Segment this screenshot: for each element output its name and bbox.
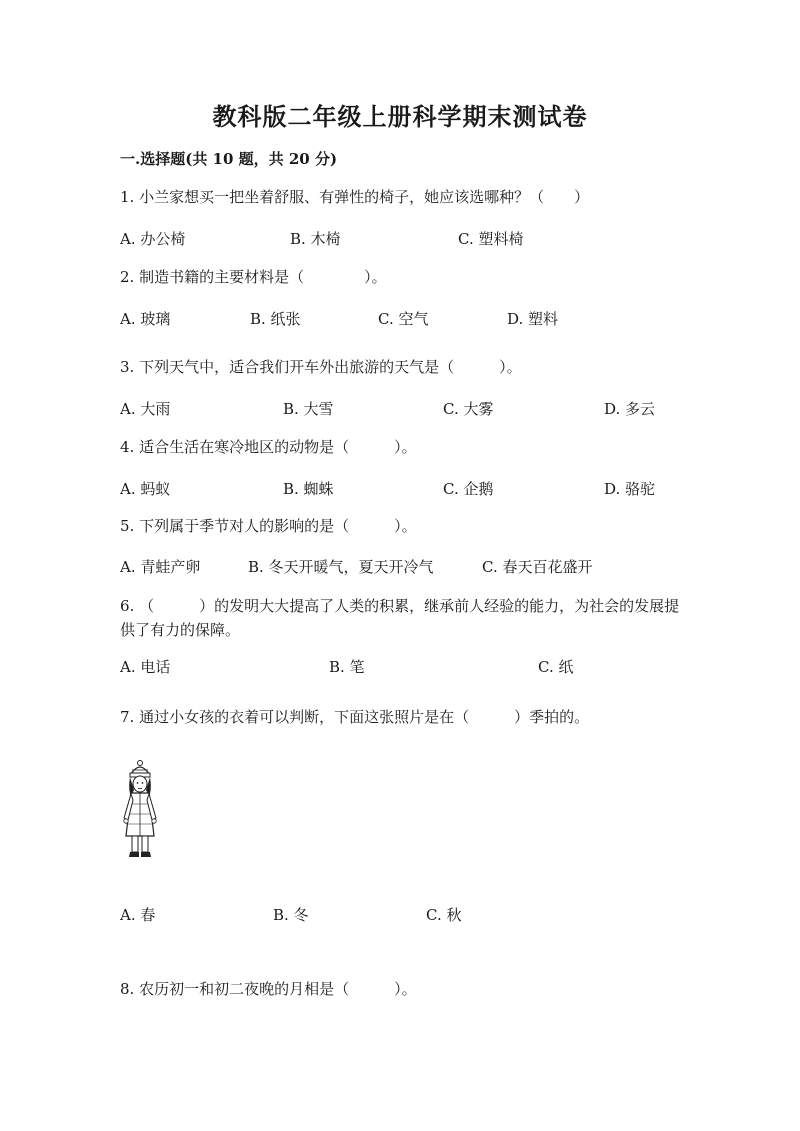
section-heading: 一.选择题(共 10 题，共 20 分) <box>120 150 338 168</box>
question-2-option-b: B. 纸张 <box>250 310 301 328</box>
question-7-option-a: A. 春 <box>120 906 156 924</box>
question-4-option-a: A. 蚂蚁 <box>120 480 171 498</box>
question-5-stem: 5. 下列属于季节对人的影响的是（ ）。 <box>120 517 417 535</box>
question-1-stem: 1. 小兰家想买一把坐着舒服、有弹性的椅子，她应该选哪种？（ ） <box>120 188 590 206</box>
question-3-option-c: C. 大雾 <box>443 400 494 418</box>
question-3-stem: 3. 下列天气中，适合我们开车外出旅游的天气是（ ）。 <box>120 358 522 376</box>
question-7-option-b: B. 冬 <box>273 906 309 924</box>
question-5-option-c: C. 春天百花盛开 <box>482 558 593 576</box>
question-7-stem: 7. 通过小女孩的衣着可以判断，下面这张照片是在（ ）季拍的。 <box>120 708 590 726</box>
question-6-option-c: C. 纸 <box>538 658 574 676</box>
question-1-option-c: C. 塑料椅 <box>458 230 524 248</box>
question-2-option-d: D. 塑料 <box>507 310 559 328</box>
question-2-option-a: A. 玻璃 <box>120 310 171 328</box>
question-4-option-b: B. 蜘蛛 <box>283 480 334 498</box>
question-8-stem: 8. 农历初一和初二夜晚的月相是（ ）。 <box>120 980 417 998</box>
question-4-stem: 4. 适合生活在寒冷地区的动物是（ ）。 <box>120 438 417 456</box>
question-3-option-b: B. 大雪 <box>283 400 334 418</box>
question-4-option-c: C. 企鹅 <box>443 480 494 498</box>
question-6-stem: 6. （ ）的发明大大提高了人类的积累，继承前人经验的能力，为社会的发展提供了有力的保障。 <box>120 597 680 639</box>
page-title: 教科版二年级上册科学期末测试卷 <box>212 102 588 131</box>
question-3-option-a: A. 大雨 <box>120 400 171 418</box>
question-5-option-b: B. 冬天开暖气，夏天开冷气 <box>248 558 434 576</box>
question-2-option-c: C. 空气 <box>378 310 429 328</box>
question-5-option-a: A. 青蛙产卵 <box>120 558 201 576</box>
question-1-option-a: A. 办公椅 <box>120 230 186 248</box>
question-1-option-b: B. 木椅 <box>290 230 341 248</box>
question-6-option-b: B. 笔 <box>329 658 365 676</box>
question-7-option-c: C. 秋 <box>426 906 462 924</box>
question-6-option-a: A. 电话 <box>120 658 171 676</box>
question-4-option-d: D. 骆驼 <box>604 480 656 498</box>
girl-in-winter-coat-illustration <box>118 760 162 860</box>
question-3-option-d: D. 多云 <box>604 400 656 418</box>
question-2-stem: 2. 制造书籍的主要材料是（ ）。 <box>120 268 387 286</box>
